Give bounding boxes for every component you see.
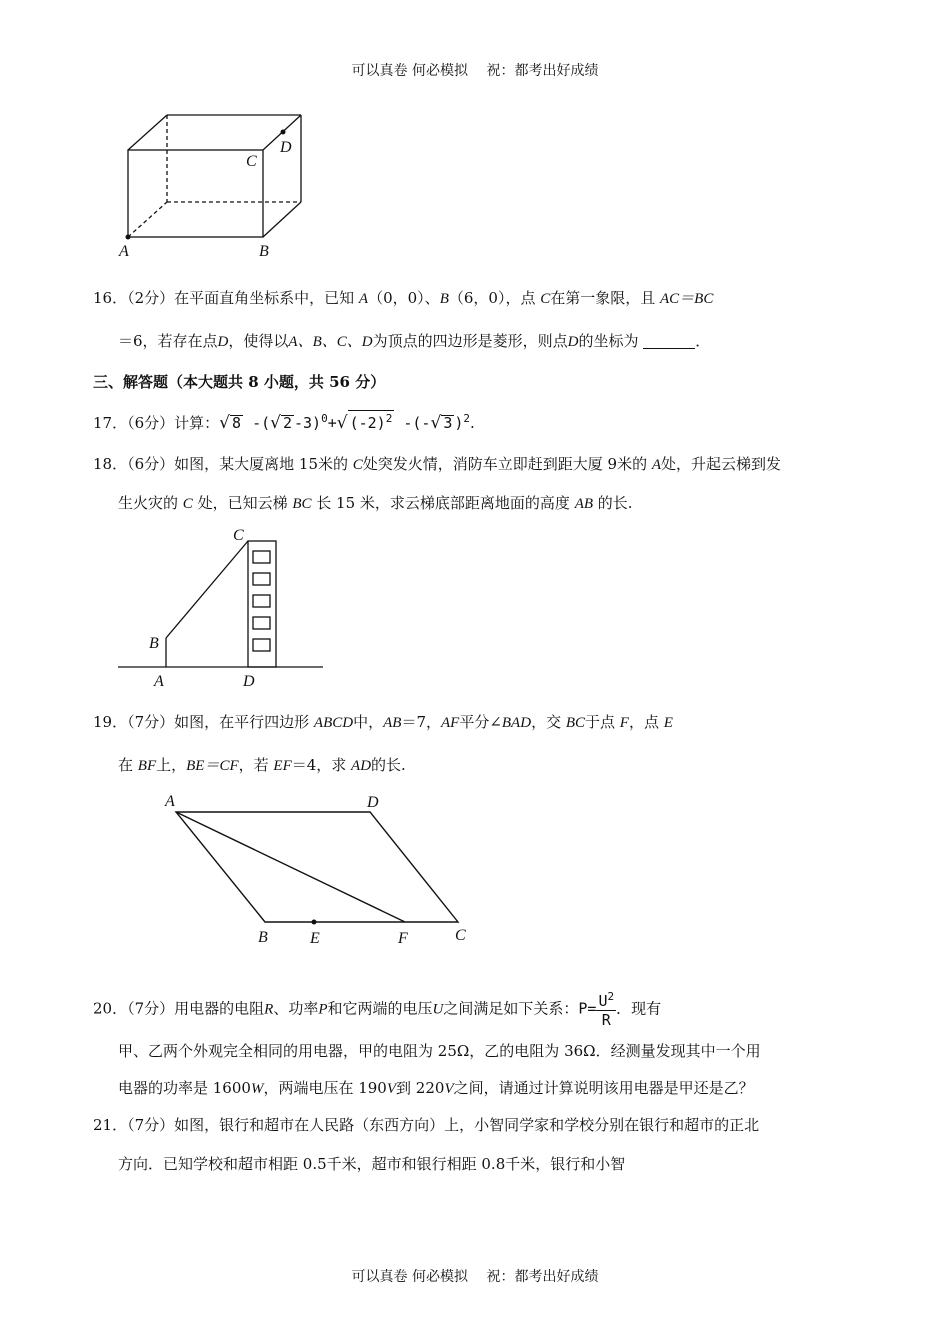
page-header: 可以真卷 何必模拟 祝：都考出好成绩 (351, 63, 599, 79)
cuboid-label-b: B (259, 243, 269, 260)
question-20-line1: 20．（7分）用电器的电阻R、功率P和它两端的电压U之间满足如下关系：P= $\frac{U^2}{R}$ ．现有 (93, 990, 662, 1029)
question-17: 17．（6分）计算：√ 8 -(√ 2 -3)$^0$+√ $(-2)^2$ -(-√ 3 )$^2$. (93, 412, 475, 433)
power-formula: $\frac{U^2}{R}$ (598, 990, 615, 1029)
fig18-label-c: C (233, 527, 244, 544)
question-16-line2: ＝6，若存在点D，使得以A、B、C、D为顶点的四边形是菱形，则点D的坐标为 ． (118, 332, 711, 350)
cuboid-label-d: D (280, 139, 292, 156)
cuboid-label-c: C (246, 153, 257, 170)
question-21-line1: 21．（7分）如图，银行和超市在人民路（东西方向）上，小智同学家和学校分别在银行和超市的正北 (93, 1116, 760, 1134)
fig19-label-f: F (398, 930, 408, 947)
question-18-line2: 生火灾的 C 处，已知云梯 BC 长 15 米，求云梯底部距离地面的高度 AB 的长. (118, 494, 633, 512)
question-19-line1: 19．（7分）如图，在平行四边形 ABCD中，AB＝7，AF平分∠BAD，交 BC于点 F，点 E (93, 713, 673, 731)
fig18-label-b: B (149, 635, 159, 652)
question-16-line1: 16．（2分）在平面直角坐标系中，已知 A（0，0）、B（6，0），点 C在第一象限，且 AC＝BC (93, 289, 714, 307)
section-3-title: 三、解答题（本大题共 8 小题，共 56 分） (93, 373, 386, 391)
fig18-label-a: A (154, 673, 164, 690)
question-18-line1: 18．（6分）如图，某大厦离地 15米的 C处突发火情，消防车立即赶到距大厦 9米的 A处，升起云梯到发 (93, 455, 782, 473)
cuboid-label-a: A (119, 243, 129, 260)
page-footer: 可以真卷 何必模拟 祝：都考出好成绩 (351, 1269, 599, 1285)
fig19-label-e: E (310, 930, 320, 947)
fig19-label-a: A (165, 793, 175, 810)
fig19-label-d: D (367, 794, 379, 811)
question-20-line3: 电器的功率是 1600W，两端电压在 190V到 220V之间，请通过计算说明该用电器是甲还是乙？ (118, 1079, 754, 1097)
question-19-line2: 在 BF上，BE＝CF，若 EF＝4，求 AD的长. (118, 756, 406, 774)
question-21-line2: 方向．已知学校和超市相距 0.5千米，超市和银行相距 0.8千米，银行和小智 (118, 1155, 626, 1173)
fig18-label-d: D (243, 673, 255, 690)
fig19-label-b: B (258, 929, 268, 946)
fig19-label-c: C (455, 927, 466, 944)
question-20-line2: 甲、乙两个外观完全相同的用电器，甲的电阻为 25Ω，乙的电阻为 36Ω．经测量发现其中一个用 (118, 1042, 761, 1060)
